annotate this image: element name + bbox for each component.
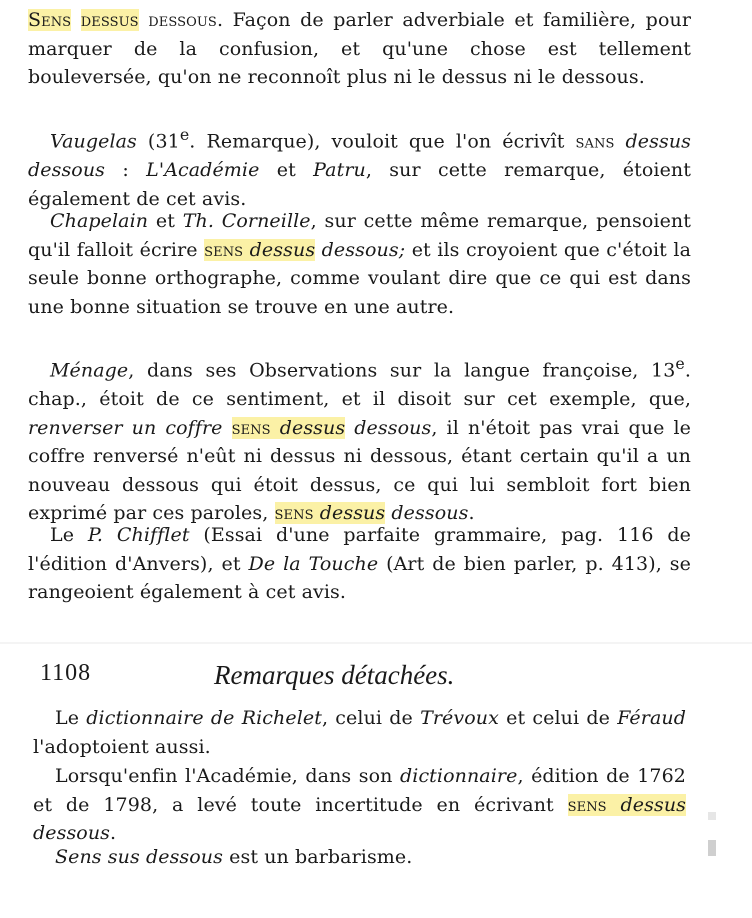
body-text: et	[148, 210, 183, 232]
author-name: Th. Corneille	[182, 210, 311, 232]
body-text: et celui de	[498, 707, 618, 729]
highlighted-term: dessus	[620, 793, 687, 816]
highlighted-term: dessus	[80, 9, 139, 31]
body-text: , sur cette remarque, étoient également de cet avis.	[28, 158, 692, 210]
body-text: (Art de bien parler, p. 413), se rangeoient également à cet avis.	[28, 552, 691, 604]
entry-paragraph-definition	[28, 6, 691, 92]
entry-paragraph-chifflet	[28, 521, 691, 607]
highlighted-term: sens	[204, 238, 244, 261]
body-text: , il n'étoit pas vrai que le coffre renversé n'eût ni dessus ni dessous, étant certain qu'il a un nouveau dessous qui étoit dessus, ce qui lui sembloit fort bien exprimé par ces paroles,	[28, 416, 692, 525]
author-name: Féraud	[617, 707, 686, 729]
term-text: dessous	[148, 9, 217, 31]
highlighted-term: sens	[567, 793, 607, 816]
superscript: e	[675, 354, 685, 373]
term-text-italic: dessous	[385, 502, 469, 525]
term-text-italic: dessous;	[315, 238, 406, 261]
work-title: dictionnaire	[400, 765, 518, 787]
body-text: Le	[50, 524, 88, 546]
page-separator	[0, 642, 752, 644]
term-text-italic: Sens sus dessous	[55, 846, 223, 868]
work-title: Trévoux	[420, 707, 499, 729]
body-text: (31	[136, 130, 180, 153]
body-text: .	[468, 502, 475, 525]
work-title: dictionnaire de Richelet	[86, 707, 322, 729]
body-text: . chap., étoit de ce sentiment, et il disoit sur cet exemple, que,	[28, 359, 691, 410]
term-text-italic: dessous	[33, 822, 111, 845]
entry-paragraph-academie	[33, 762, 686, 848]
body-text: , sur cette même remarque, pensoient qu'il falloit écrire	[28, 210, 692, 261]
entry-paragraph-richelet	[33, 704, 686, 761]
margin-artifact	[708, 812, 716, 820]
highlighted-term: dessus	[249, 238, 316, 261]
body-text: (Essai d'une parfaite grammaire, pag. 116 de l'édition d'Anvers), et	[28, 524, 691, 575]
body-text: et	[259, 158, 314, 181]
entry-paragraph-barbarisme	[33, 843, 686, 872]
highlighted-term: sens	[231, 416, 271, 439]
body-text: , édition de 1762 et de 1798, a levé toute incertitude en écrivant	[33, 765, 686, 816]
body-text: . Façon de parler adverbiale et familière, pour marquer de la confusion, et qu'une chose est tellement bouleversée, qu'on ne reconnoît plus ni le dessus ni le dessous.	[28, 9, 692, 89]
body-text: . Remarque), vouloit que l'on écrivît	[189, 130, 576, 153]
highlighted-term: sens	[274, 502, 314, 525]
body-text: .	[110, 822, 117, 845]
page-number: 1108	[40, 660, 92, 686]
body-text: est un barbarisme.	[223, 846, 413, 868]
author-name: Chapelain	[50, 210, 149, 232]
entry-paragraph-chapelain	[28, 207, 691, 321]
running-title: Remarques détachées.	[214, 660, 455, 690]
author-name: De la Touche	[248, 552, 379, 575]
body-text: :	[105, 158, 147, 181]
superscript: e	[179, 125, 190, 144]
entry-paragraph-menage	[28, 350, 691, 528]
body-text: Lorsqu'enfin l'Académie, dans son	[55, 765, 400, 787]
highlighted-term: Sens	[28, 9, 72, 31]
author-name: Vaugelas	[50, 130, 137, 153]
term-text: sans	[575, 130, 615, 153]
term-text-italic: dessous	[345, 416, 432, 439]
term-text-italic: dessus dessous	[28, 130, 692, 181]
body-text: , dans ses Observations sur la langue françoise, 13	[128, 359, 676, 382]
author-name: Patru	[313, 158, 366, 181]
body-text: Le	[55, 707, 87, 729]
author-name: Ménage	[50, 359, 129, 382]
highlighted-term: dessus	[319, 502, 386, 525]
author-name: P. Chifflet	[87, 524, 190, 546]
highlighted-term: dessus	[279, 416, 346, 439]
body-text: , celui de	[321, 707, 421, 729]
quoted-example: renverser un coffre	[28, 416, 223, 439]
margin-artifact	[708, 840, 716, 856]
body-text: l'adoptoient aussi.	[33, 735, 211, 758]
body-text: et ils croyoient que c'étoit la seule bonne orthographe, comme voulant dire que ce qui est dans une bonne situation se trouve en une autre.	[28, 238, 691, 318]
author-name: L'Académie	[146, 158, 260, 181]
entry-paragraph-vaugelas	[28, 121, 691, 213]
